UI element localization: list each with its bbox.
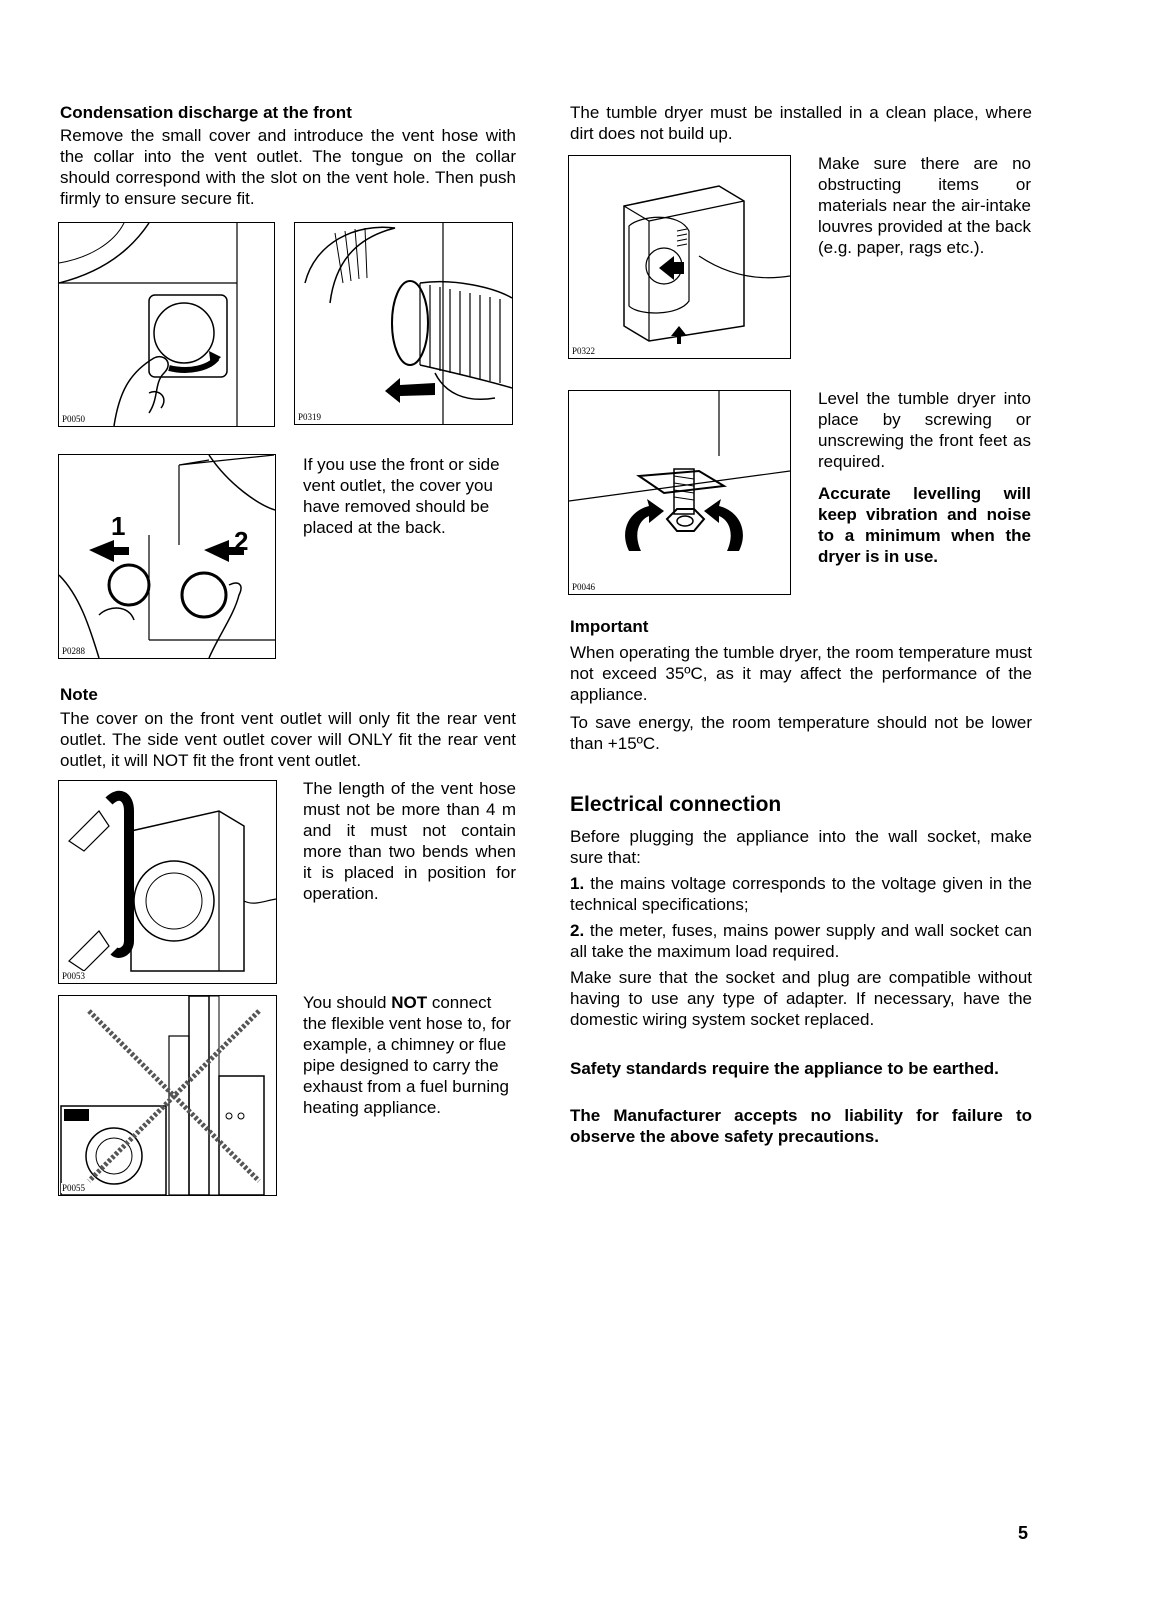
levelling-bold-text: Accurate levelling will keep vibration and noise to a minimum when the dryer is in use. [818,484,1031,566]
air-intake-text: Make sure there are no obstructing items or materials near the air-intake louvres provided at the back (e.g. paper, rags etc.). [818,154,1031,257]
step-1-label: 1 [111,511,126,541]
figure-code: P0288 [62,646,86,656]
figure-p0322 [568,155,791,359]
safety-earthed-text: Safety standards require the appliance to be earthed. [570,1059,999,1078]
cover-placement-text: If you use the front or side vent outlet, the cover you have removed should be placed at the back. [303,455,500,537]
vent-hose-length-illustration [59,781,276,983]
checklist-item-2 [570,920,1032,962]
chimney-warning-post: connect the flexible vent hose to, for example, a chimney or flue pipe designed to carry the exhaust from a fuel burning heating appliance. [303,993,511,1117]
figure-p0050 [58,222,275,427]
figure-code: P0046 [572,582,596,592]
item-1-text: the mains voltage corresponds to the voltage given in the technical specifications; [570,874,1032,914]
chimney-warning-text [303,992,516,1118]
chimney-warning-not: NOT [391,993,428,1012]
electrical-intro-text: Before plugging the appliance into the wall socket, make sure that: [570,827,1032,867]
important-heading: Important [570,617,649,636]
item-2-number: 2. [570,921,585,940]
side-cover-illustration [59,455,275,658]
figure-p0055 [58,995,277,1196]
chimney-warning-pre: You should [303,993,392,1012]
liability-text: The Manufacturer accepts no liability for failure to observe the above safety precautions. [570,1106,1032,1146]
condensation-heading: Condensation discharge at the front [60,103,352,122]
figure-p0288 [58,454,276,659]
figure-p0046 [568,390,791,595]
energy-text: To save energy, the room temperature should not be lower than +15ºC. [570,713,1032,753]
levelling-text: Level the tumble dryer into place by screwing or unscrewing the front feet as required. [818,389,1031,471]
note-text: The cover on the front vent outlet will only fit the rear vent outlet. The side vent outlet cover will ONLY fit the rear vent outlet, it will NOT fit the front vent outlet. [60,709,516,770]
item-2-text: the meter, fuses, mains power supply and wall socket can all take the maximum load required. [570,921,1032,961]
air-intake-illustration [569,156,790,358]
compatibility-text: Make sure that the socket and plug are compatible without having to use any type of adapter. If necessary, have the domestic wiring system socket replaced. [570,968,1032,1029]
figure-p0319 [294,222,513,425]
levelling-feet-illustration [569,391,790,594]
checklist-item-1 [570,873,1032,915]
vent-hose-length-text: The length of the vent hose must not be more than 4 m and it must not contain more than two bends when it is placed in position for operation. [303,779,516,903]
electrical-connection-heading: Electrical connection [570,793,782,816]
item-1-number: 1. [570,874,585,893]
figure-code: P0055 [62,1183,86,1193]
figure-p0053 [58,780,277,984]
important-text: When operating the tumble dryer, the room temperature must not exceed 35ºC, as it may affect the performance of the appliance. [570,643,1032,704]
clean-place-text: The tumble dryer must be installed in a clean place, where dirt does not build up. [570,103,1032,143]
hose-insertion-illustration [295,223,512,424]
figure-code: P0322 [572,346,596,356]
page-number: 5 [1018,1523,1029,1543]
figure-code: P0319 [298,412,322,422]
condensation-text: Remove the small cover and introduce the vent hose with the collar into the vent outlet. The tongue on the collar should correspond with the slot on the vent hole. Then push firmly to ensure secure fit. [60,126,516,208]
note-heading: Note [60,685,98,704]
figure-code: P0050 [62,414,86,424]
step-2-label: 2 [234,526,249,556]
chimney-warning-illustration [59,996,276,1195]
figure-code: P0053 [62,971,86,981]
cover-removal-illustration [59,223,274,426]
